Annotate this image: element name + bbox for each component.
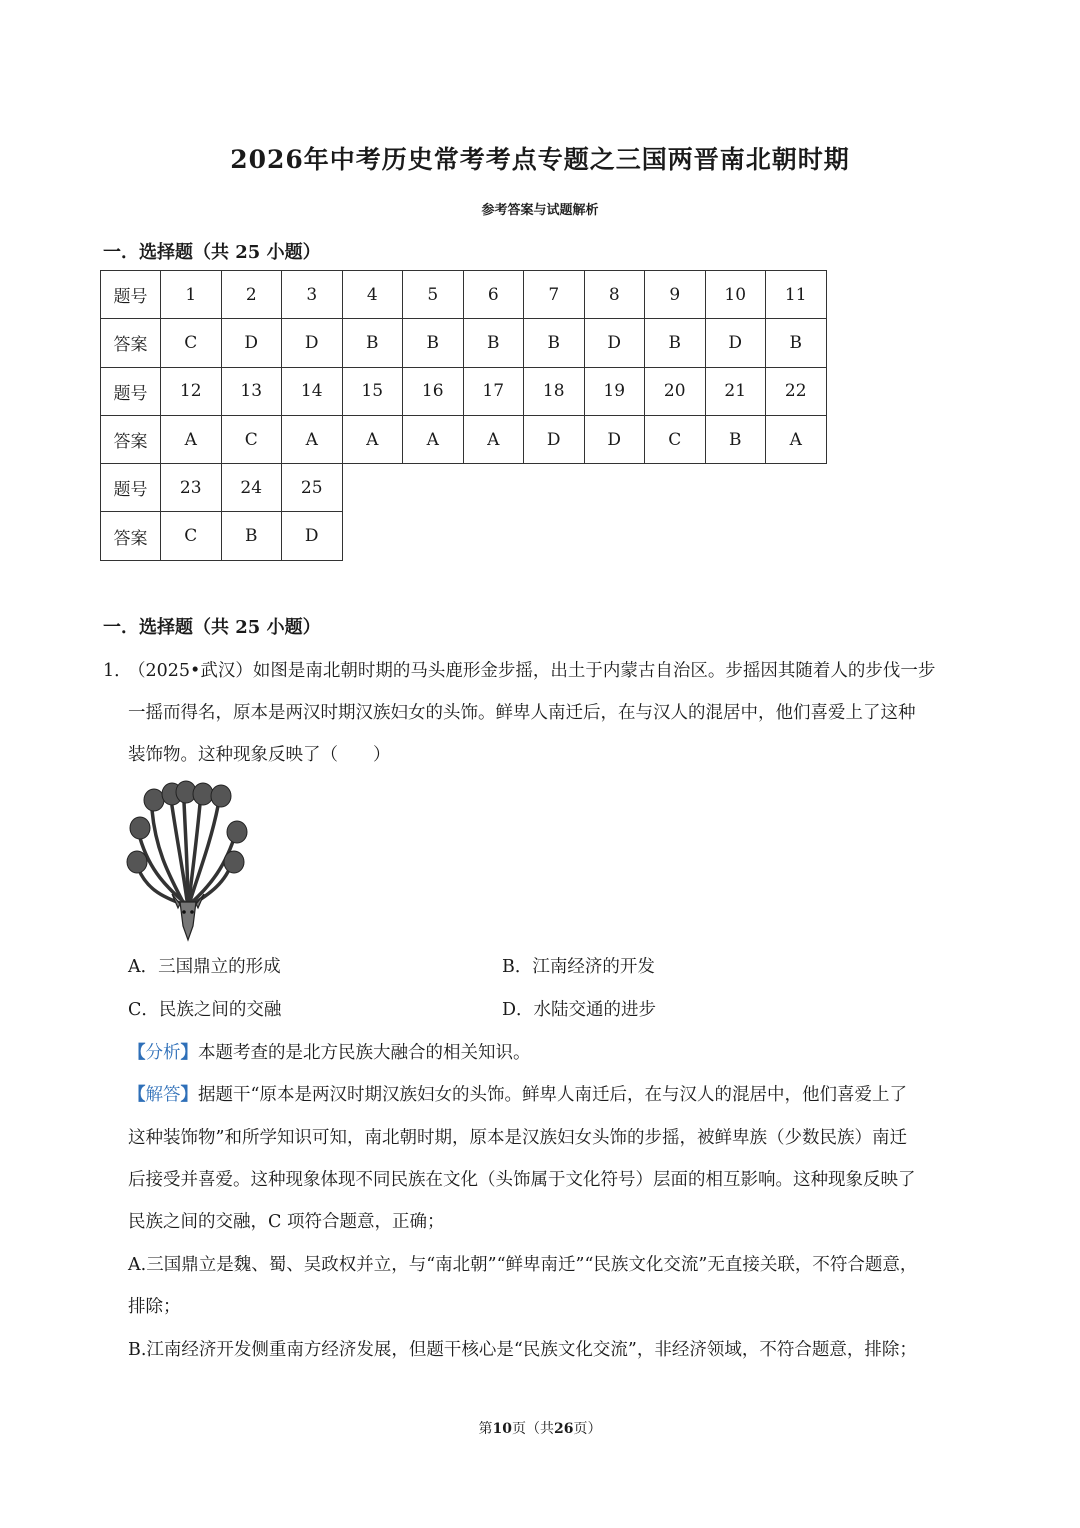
answer-cell: B [221,512,282,560]
table-row [101,271,827,319]
answer-cell: A [342,415,403,463]
ans-label-cell: 答案 [101,512,161,560]
answer-cell: C [221,415,282,463]
num-label-cell: 题号 [101,271,161,319]
table-row [101,367,827,415]
table-row [101,415,827,463]
answer-table [100,270,827,561]
answer-cell: D [584,319,645,367]
num-cell: 2 [221,271,282,319]
option-a: A．三国鼎立的形成 [128,957,281,977]
num-cell: 25 [282,464,343,512]
num-cell: 22 [766,367,827,415]
analysis-text: 本题考查的是北方民族大融合的相关知识。 [198,1043,531,1063]
num-cell: 1 [161,271,222,319]
num-cell: 14 [282,367,343,415]
ans-label-cell: 答案 [101,415,161,463]
question-stem-line: 装饰物。这种现象反映了（ ） [128,745,391,765]
answer-line: 这种装饰物”和所学知识可知，南北朝时期，原本是汉族妇女头饰的步摇，被鲜卑族（少数民族）南迁 [128,1128,907,1148]
num-cell: 21 [705,367,766,415]
golden-buyao-figure [126,776,250,942]
answer-cell: D [584,415,645,463]
question-number: 1． [103,661,132,681]
answer-cell: A [161,415,222,463]
num-cell: 24 [221,464,282,512]
num-cell: 4 [342,271,403,319]
num-label-cell: 题号 [101,464,161,512]
answer-cell: B [705,415,766,463]
num-cell: 9 [645,271,706,319]
answer-line: 【解答】据题干“原本是两汉时期汉族妇女的头饰。鲜卑人南迁后，在与汉人的混居中，他们喜爱上了 [128,1085,907,1105]
answer-cell: B [645,319,706,367]
answer-cell: B [463,319,524,367]
option-d: D．水陆交通的进步 [502,1000,657,1020]
num-cell: 17 [463,367,524,415]
num-cell: 7 [524,271,585,319]
num-cell: 10 [705,271,766,319]
ans-label-cell: 答案 [101,319,161,367]
answer-cell: D [282,319,343,367]
answer-line: 民族之间的交融，C 项符合题意，正确； [128,1212,445,1232]
page-total: 26 [554,1421,574,1437]
answer-cell: D [524,415,585,463]
answer-cell: C [645,415,706,463]
answer-cell: C [161,512,222,560]
answer-cell: A [463,415,524,463]
answer-line: 后接受并喜爱。这种现象体现不同民族在文化（头饰属于文化符号）层面的相互影响。这种现象反映了 [128,1170,916,1190]
section-heading: 一．选择题（共 25 小题） [103,242,321,263]
table-row [101,512,827,560]
num-cell: 18 [524,367,585,415]
num-cell: 5 [403,271,464,319]
analysis-tag: 分析 [145,1043,181,1063]
num-cell: 12 [161,367,222,415]
num-cell: 6 [463,271,524,319]
num-cell: 15 [342,367,403,415]
page-footer: 第10页（共26页） [478,1421,602,1437]
num-cell: 16 [403,367,464,415]
answer-cell: D [221,319,282,367]
answer-line: A.三国鼎立是魏、蜀、吴政权并立，与“南北朝”“鲜卑南迁”“民族文化交流”无直接关联，不符合题意， [128,1255,918,1275]
num-cell: 11 [766,271,827,319]
analysis-line: 【分析】本题考查的是北方民族大融合的相关知识。 [128,1043,531,1063]
num-cell: 8 [584,271,645,319]
answer-cell: A [403,415,464,463]
answer-cell: C [161,319,222,367]
answer-cell: A [766,415,827,463]
page-number: 10 [492,1421,512,1437]
answer-cell: B [766,319,827,367]
answer-cell: D [282,512,343,560]
answer-cell: B [403,319,464,367]
document-subtitle: 参考答案与试题解析 [481,203,599,218]
answer-cell: B [342,319,403,367]
table-row [101,464,827,512]
section-heading: 一．选择题（共 25 小题） [103,617,321,638]
num-cell: 23 [161,464,222,512]
answer-cell: B [524,319,585,367]
option-c: C．民族之间的交融 [128,1000,282,1020]
answer-line: B.江南经济开发侧重南方经济发展，但题干核心是“民族文化交流”，非经济领域，不符合题意，排除； [128,1340,917,1360]
answer-cell: D [705,319,766,367]
answer-tag: 解答 [145,1085,181,1105]
num-cell: 13 [221,367,282,415]
num-label-cell: 题号 [101,367,161,415]
answer-text: 据题干“原本是两汉时期汉族妇女的头饰。鲜卑人南迁后，在与汉人的混居中，他们喜爱上了 [198,1085,907,1105]
num-cell: 20 [645,367,706,415]
num-cell: 19 [584,367,645,415]
answer-cell: A [282,415,343,463]
question-stem-line: （2025•武汉）如图是南北朝时期的马头鹿形金步摇，出土于内蒙古自治区。步摇因其随着人的步伐一步 [128,661,936,681]
option-b: B．江南经济的开发 [502,957,655,977]
num-cell: 3 [282,271,343,319]
question-stem-line: 一摇而得名，原本是两汉时期汉族妇女的头饰。鲜卑人南迁后，在与汉人的混居中，他们喜爱上了这种 [128,703,916,723]
table-row [101,319,827,367]
document-title: 2026年中考历史常考考点专题之三国两晋南北朝时期 [230,145,850,174]
answer-line: 排除； [128,1297,181,1317]
